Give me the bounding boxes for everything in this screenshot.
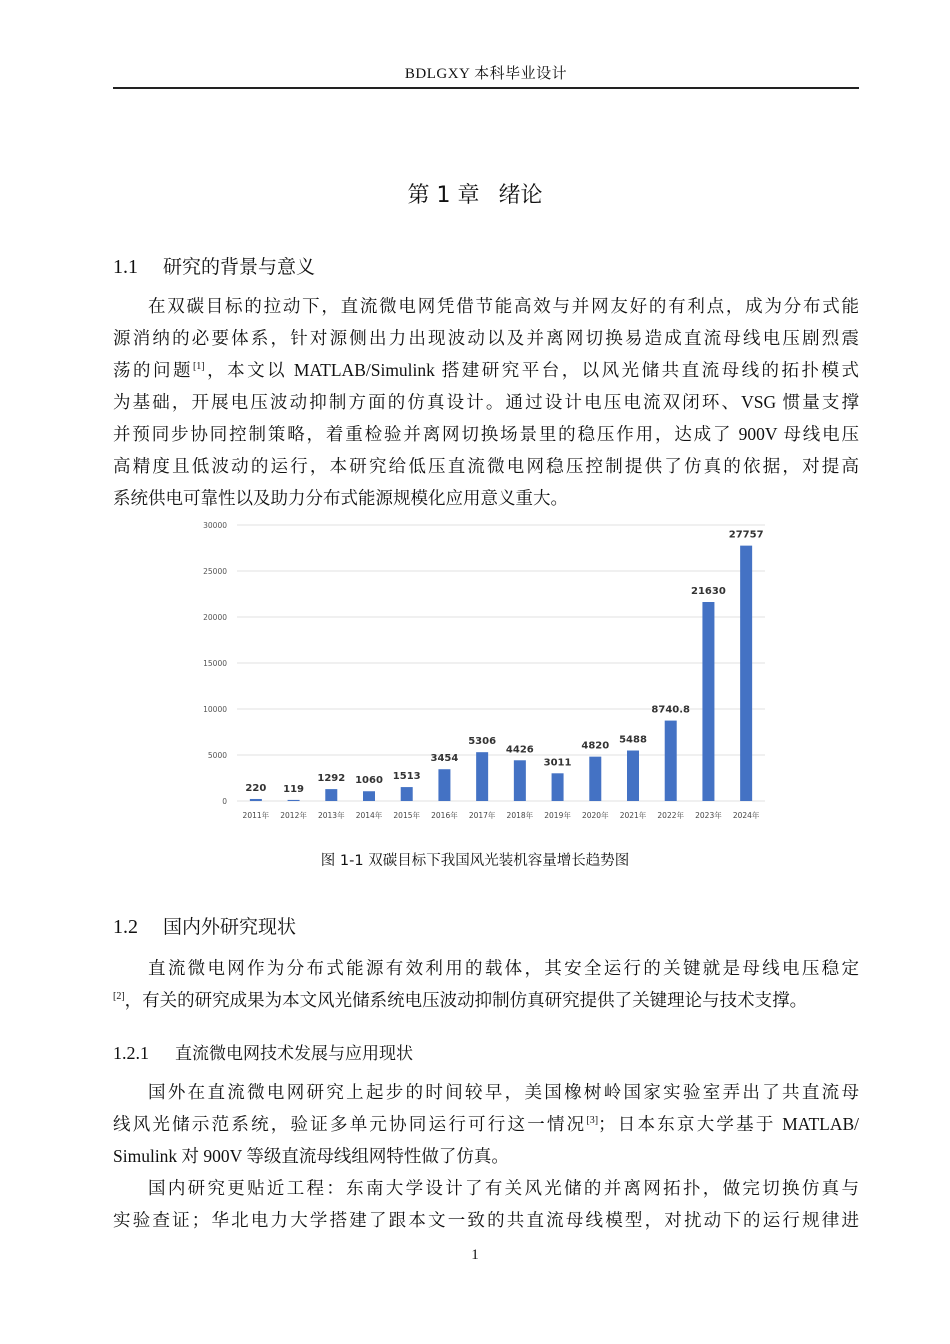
text-line: 直流微电网作为分布式能源有效利用的载体，其安全运行的关键就是母线电压稳定 [148, 958, 859, 978]
header-rule [113, 87, 859, 89]
data-label: 1060 [355, 775, 383, 787]
bar [476, 752, 488, 801]
x-tick-label: 2024年 [732, 811, 760, 820]
x-tick-labels [243, 810, 760, 820]
text-line: 国内研究更贴近工程：东南大学设计了有关风光储的并离网拓扑，做完切换仿真与 [148, 1178, 859, 1198]
x-tick-label: 2022年 [657, 811, 685, 820]
page-number: 1 [471, 1247, 479, 1263]
x-tick-label: 2019年 [544, 811, 571, 820]
x-tick-label: 2015年 [393, 811, 421, 820]
data-label: 4820 [581, 740, 610, 752]
y-tick-label: 5000 [207, 751, 227, 760]
data-label: 3454 [430, 753, 459, 765]
data-label: 21630 [691, 586, 726, 598]
grid-layer [237, 525, 765, 801]
bar [288, 800, 300, 801]
chapter-title [0, 178, 950, 209]
text-line: 在双碳目标的拉动下，直流微电网凭借节能高效与并网友好的有利点，成为分布式能 [148, 296, 859, 316]
chapter-number: 第 1 章 [407, 183, 480, 208]
bar [325, 789, 337, 801]
data-label: 1513 [392, 771, 421, 783]
data-label: 1292 [317, 773, 346, 785]
text-fragment: ；日本东京大学基于 MATLAB/ [598, 1114, 860, 1134]
bar [589, 757, 601, 801]
y-tick-label: 20000 [203, 613, 227, 622]
bar [740, 546, 752, 801]
text-line: 为基础，开展电压波动抑制方面的仿真设计。通过设计电压电流双闭环、VSG 惯量支撑 [113, 392, 859, 412]
bar [514, 760, 526, 801]
text-line [113, 984, 859, 1016]
y-tick-label: 10000 [203, 705, 227, 714]
x-tick-label: 2011年 [242, 811, 270, 820]
text-line: 高精度且低波动的运行，本研究给低压直流微电网稳压控制提供了仿真的依据，对提高 [113, 456, 859, 476]
subsection-heading-1-2-1 [113, 1039, 413, 1064]
text-line: 实验查证；华北电力大学搭建了跟本文一致的共直流母线模型，对扰动下的运行规律进 [113, 1210, 859, 1230]
y-tick-labels [203, 521, 227, 806]
x-tick-label: 2012年 [280, 811, 307, 820]
text-line: 并预同步协同控制策略，着重检验并离网切换场景里的稳压作用，达成了 900V 母线电压 [113, 424, 859, 444]
text-fragment: ，有关的研究成果为本文风光储系统电压波动抑制仿真研究提供了关键理论与技术支撑。 [124, 990, 808, 1010]
bar [250, 799, 262, 801]
text-fragment: 线风光储示范系统，验证多单元协同运行可行这一情况 [113, 1114, 587, 1134]
section-heading-1-2 [113, 912, 296, 939]
bars [250, 546, 752, 801]
section-heading-1-1 [113, 252, 315, 279]
text-fragment: ，本文以 MATLAB/Simulink 搭建研究平台，以风光储共直流母线的拓扑模式 [204, 360, 859, 380]
data-label: 5488 [619, 734, 647, 746]
y-tick-label: 0 [222, 797, 227, 806]
bar [665, 721, 677, 801]
x-tick-label: 2021年 [619, 811, 647, 820]
x-tick-label: 2017年 [468, 811, 496, 820]
x-tick-label: 2018年 [506, 811, 534, 820]
paragraph-background [113, 290, 859, 514]
text-line [113, 1108, 859, 1140]
x-tick-label: 2016年 [431, 811, 458, 820]
x-tick-label: 2014年 [355, 811, 383, 820]
x-tick-label: 2020年 [581, 811, 609, 820]
data-label: 3011 [543, 757, 572, 769]
chapter-name: 绪论 [498, 183, 543, 208]
figure-caption: 图 1-1 双碳目标下我国风光装机容量增长趋势图 [320, 853, 630, 869]
data-label: 4426 [505, 744, 534, 756]
bar [363, 791, 375, 801]
bar [401, 787, 413, 801]
text-line: 源消纳的必要体系，针对源侧出力出现波动以及并离网切换易造成直流母线电压剧烈震 [113, 328, 859, 348]
citation-ref: [2] [113, 991, 125, 1002]
y-tick-label: 25000 [203, 567, 227, 576]
section-title: 国内外研究现状 [163, 916, 297, 938]
section-title: 研究的背景与意义 [163, 256, 316, 278]
text-line: 国外在直流微电网研究上起步的时间较早，美国橡树岭国家实验室弄出了共直流母 [148, 1082, 859, 1102]
text-line: Simulink 对 900V 等级直流母线组网特性做了仿真。 [113, 1146, 509, 1166]
text-fragment: 荡的问题 [113, 360, 193, 380]
data-label: 27757 [728, 529, 764, 541]
section-number: 1.2 [113, 916, 138, 938]
bar [552, 773, 564, 801]
section-number: 1.1 [113, 256, 138, 278]
data-label: 119 [283, 783, 305, 795]
citation-ref: [1] [192, 361, 205, 372]
bar [438, 769, 450, 801]
bar [627, 751, 639, 801]
text-line: 系统供电可靠性以及助力分布式能源规模化应用意义重大。 [113, 488, 568, 508]
subsection-number: 1.2.1 [113, 1043, 149, 1063]
citation-ref: [3] [586, 1115, 599, 1126]
text-line [113, 354, 859, 386]
x-tick-label: 2013年 [317, 811, 345, 820]
y-tick-label: 30000 [203, 521, 227, 530]
paragraph-dc-microgrid [113, 1076, 859, 1236]
x-tick-label: 2023年 [695, 811, 722, 820]
bar [702, 602, 714, 801]
data-label: 8740.8 [651, 704, 691, 716]
subsection-title: 直流微电网技术发展与应用现状 [175, 1044, 413, 1064]
data-label: 5306 [468, 736, 497, 748]
running-header: BDLGXY 本科毕业设计 [404, 66, 568, 82]
paragraph-status [113, 952, 859, 1016]
data-label: 220 [245, 782, 267, 794]
y-tick-label: 15000 [203, 659, 227, 668]
capacity-bar-chart [195, 515, 770, 825]
